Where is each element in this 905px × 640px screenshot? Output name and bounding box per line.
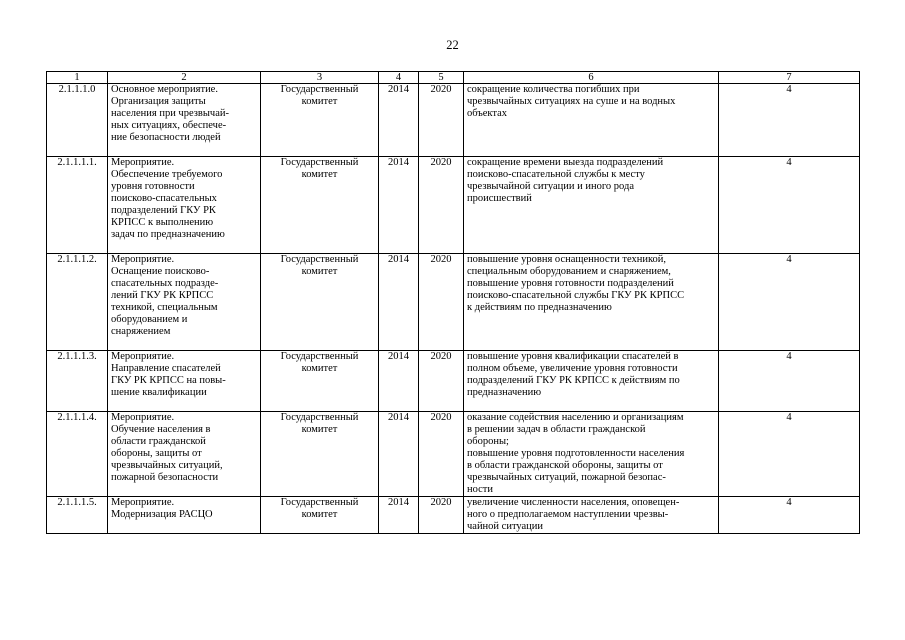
table-row — [47, 254, 860, 351]
table-row — [47, 351, 860, 412]
start-year: 2014 — [379, 351, 419, 412]
indicator-ref: 4 — [719, 497, 860, 534]
expected-result-line: к действиям по предназначению — [467, 302, 612, 313]
table-row — [47, 157, 860, 254]
responsible-org-line: Государственный — [280, 84, 359, 95]
column-header: 1 — [47, 72, 108, 84]
item-name — [108, 254, 261, 351]
start-year: 2014 — [379, 412, 419, 497]
item-name-line: ние безопасности людей — [111, 132, 221, 143]
indicator-ref: 4 — [719, 254, 860, 351]
expected-result-line: повышение уровня оснащенности техникой, — [467, 254, 667, 265]
item-name-line: Направление спасателей — [111, 363, 221, 374]
responsible-org-line: комитет — [301, 96, 338, 107]
item-name-line: Организация защиты — [111, 96, 206, 107]
item-name-line: чрезвычайных ситуаций, — [111, 460, 223, 471]
start-year: 2014 — [379, 497, 419, 534]
page-number: 22 — [446, 38, 459, 52]
item-name-line: снаряжением — [111, 326, 171, 337]
end-year: 2020 — [419, 412, 464, 497]
item-name-line: населения при чрезвычай- — [111, 108, 229, 119]
responsible-org-line: комитет — [301, 169, 338, 180]
item-code: 2.1.1.1.5. — [47, 497, 108, 534]
column-number-row — [47, 72, 860, 84]
expected-result-line: сокращение количества погибших при — [467, 84, 640, 95]
expected-result — [464, 412, 719, 497]
responsible-org-line: комитет — [301, 266, 338, 277]
item-code: 2.1.1.1.2. — [47, 254, 108, 351]
end-year: 2020 — [419, 351, 464, 412]
item-name-line: Обеспечение требуемого — [111, 169, 223, 180]
item-name-line: Модернизация РАСЦО — [111, 509, 213, 520]
item-name-line: Мероприятие. — [111, 351, 175, 362]
item-name-line: оборудованием и — [111, 314, 188, 325]
expected-result — [464, 254, 719, 351]
start-year: 2014 — [379, 84, 419, 157]
expected-result — [464, 351, 719, 412]
expected-result-line: оказание содействия населению и организациям — [467, 412, 684, 423]
expected-result-line: подразделений ГКУ РК КРПСС к действиям по — [467, 375, 680, 386]
column-header: 4 — [379, 72, 419, 84]
item-name — [108, 412, 261, 497]
responsible-org — [261, 84, 379, 157]
responsible-org-line: комитет — [301, 363, 338, 374]
end-year: 2020 — [419, 254, 464, 351]
item-name — [108, 497, 261, 534]
item-name — [108, 157, 261, 254]
expected-result-line: увеличение численности населения, оповещен- — [467, 497, 680, 508]
item-name-line: спасательных подразде- — [111, 278, 219, 289]
expected-result-line: повышение уровня квалификации спасателей в — [467, 351, 679, 362]
item-name-line: ГКУ РК КРПСС на повы- — [111, 375, 226, 386]
item-code: 2.1.1.1.4. — [47, 412, 108, 497]
responsible-org-line: Государственный — [280, 157, 359, 168]
indicator-ref: 4 — [719, 84, 860, 157]
responsible-org-line: комитет — [301, 424, 338, 435]
item-name-line: ных ситуациях, обеспече- — [111, 120, 227, 131]
expected-result-line: специальным оборудованием и снаряжением, — [467, 266, 671, 277]
item-name-line: задач по предназначению — [111, 229, 225, 240]
expected-result-line: сокращение времени выезда подразделений — [467, 157, 664, 168]
column-header: 2 — [108, 72, 261, 84]
expected-result-line: происшествий — [467, 193, 532, 204]
expected-result-line: обороны; — [467, 436, 509, 447]
item-name-line: лений ГКУ РК КРПСС — [111, 290, 214, 301]
item-name-line: уровня готовности — [111, 181, 195, 192]
expected-result — [464, 497, 719, 534]
expected-result-line: чрезвычайной ситуации и иного рода — [467, 181, 634, 192]
item-name-line: области гражданской — [111, 436, 206, 447]
expected-result — [464, 157, 719, 254]
expected-result-line: в области гражданской обороны, защиты от — [467, 460, 663, 471]
expected-result-line: объектах — [467, 108, 508, 119]
table-row — [47, 412, 860, 497]
item-name — [108, 351, 261, 412]
expected-result-line: в решении задач в области гражданской — [467, 424, 646, 435]
end-year: 2020 — [419, 157, 464, 254]
item-code: 2.1.1.1.1. — [47, 157, 108, 254]
item-name-line: КРПСС к выполнению — [111, 217, 214, 228]
indicator-ref: 4 — [719, 157, 860, 254]
table-row — [47, 497, 860, 534]
item-name-line: шение квалификации — [111, 387, 207, 398]
item-name-line: Мероприятие. — [111, 157, 175, 168]
responsible-org-line: Государственный — [280, 497, 359, 508]
program-table — [46, 71, 860, 534]
column-header: 5 — [419, 72, 464, 84]
responsible-org-line: Государственный — [280, 412, 359, 423]
column-header: 3 — [261, 72, 379, 84]
expected-result — [464, 84, 719, 157]
responsible-org-line: комитет — [301, 509, 338, 520]
responsible-org — [261, 497, 379, 534]
responsible-org — [261, 351, 379, 412]
expected-result-line: поисково-спасательной службы ГКУ РК КРПСС — [467, 290, 685, 301]
item-name-line: Мероприятие. — [111, 254, 175, 265]
item-name-line: Оснащение поисково- — [111, 266, 210, 277]
indicator-ref: 4 — [719, 412, 860, 497]
indicator-ref: 4 — [719, 351, 860, 412]
column-header: 6 — [464, 72, 719, 84]
responsible-org-line: Государственный — [280, 351, 359, 362]
item-code: 2.1.1.1.0 — [47, 84, 108, 157]
responsible-org — [261, 254, 379, 351]
item-code: 2.1.1.1.3. — [47, 351, 108, 412]
start-year: 2014 — [379, 254, 419, 351]
expected-result-line: чайной ситуации — [467, 521, 544, 532]
expected-result-line: ного о предполагаемом наступлении чрезвы- — [467, 509, 669, 520]
item-name-line: обороны, защиты от — [111, 448, 202, 459]
expected-result-line: чрезвычайных ситуаций, пожарной безопас- — [467, 472, 666, 483]
item-name-line: подразделений ГКУ РК — [111, 205, 216, 216]
item-name-line: Мероприятие. — [111, 412, 175, 423]
table-row — [47, 84, 860, 157]
expected-result-line: полном объеме, увеличение уровня готовности — [467, 363, 678, 374]
item-name-line: Мероприятие. — [111, 497, 175, 508]
item-name-line: Основное мероприятие. — [111, 84, 218, 95]
end-year: 2020 — [419, 497, 464, 534]
expected-result-line: предназначению — [467, 387, 542, 398]
expected-result-line: чрезвычайных ситуациях на суше и на водных — [467, 96, 676, 107]
item-name-line: поисково-спасательных — [111, 193, 217, 204]
responsible-org — [261, 157, 379, 254]
column-header: 7 — [719, 72, 860, 84]
item-name-line: пожарной безопасности — [111, 472, 219, 483]
responsible-org — [261, 412, 379, 497]
start-year: 2014 — [379, 157, 419, 254]
item-name-line: техникой, специальным — [111, 302, 218, 313]
end-year: 2020 — [419, 84, 464, 157]
item-name-line: Обучение населения в — [111, 424, 211, 435]
expected-result-line: ности — [467, 484, 493, 495]
expected-result-line: поисково-спасательной службы к месту — [467, 169, 645, 180]
responsible-org-line: Государственный — [280, 254, 359, 265]
expected-result-line: повышение уровня готовности подразделений — [467, 278, 674, 289]
expected-result-line: повышение уровня подготовленности населения — [467, 448, 685, 459]
item-name — [108, 84, 261, 157]
